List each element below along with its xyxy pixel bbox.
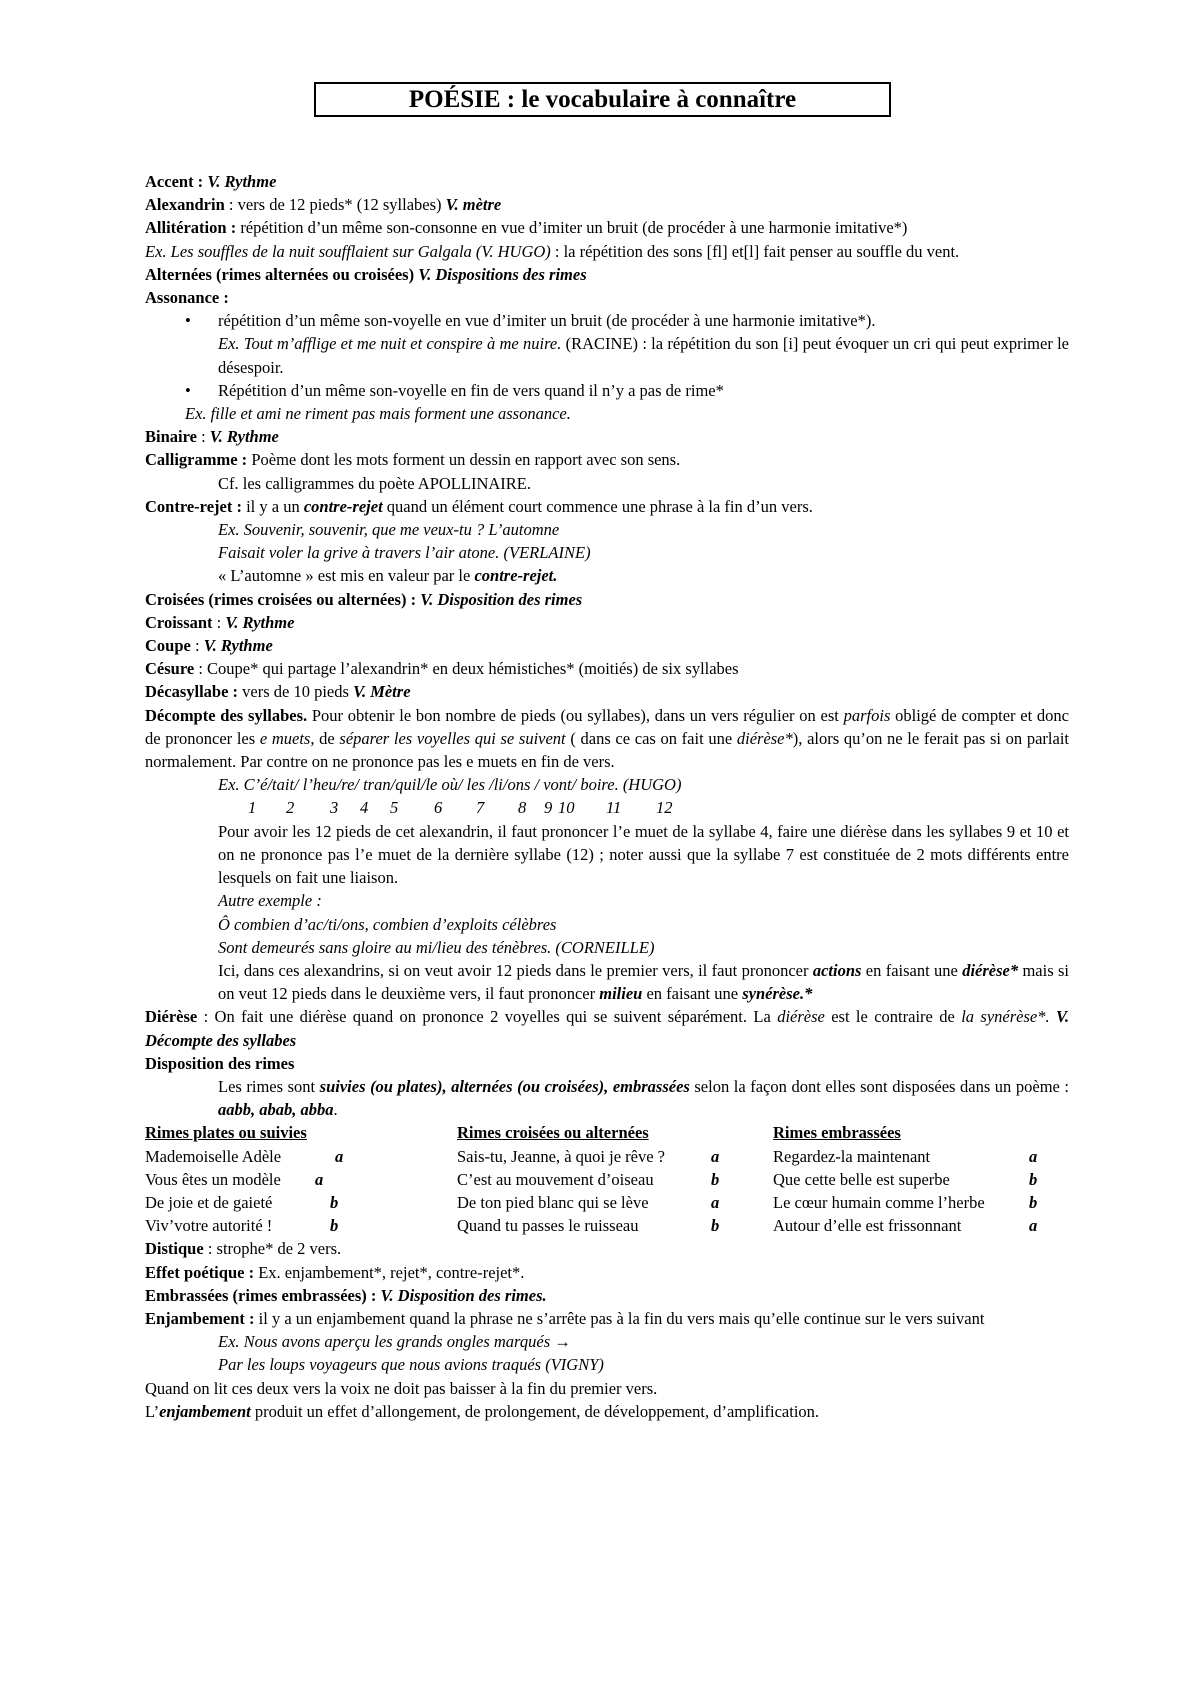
- term: Binaire: [145, 427, 197, 447]
- note-text: « L’automne » est mis en valeur par le: [218, 566, 475, 586]
- term: Alternées (rimes alternées ou croisées): [145, 264, 415, 284]
- term: Diérèse: [145, 1007, 198, 1027]
- verse-line: Que cette belle est superbe: [773, 1169, 950, 1189]
- bullet-item: [145, 379, 1069, 402]
- syllable-numbers: [145, 796, 1069, 819]
- example-alliteration: [145, 240, 1069, 263]
- syllable-number: 8: [518, 798, 527, 818]
- entry-cesure: [145, 657, 1069, 680]
- reference: V. Dispositions des rimes: [414, 264, 587, 284]
- table-row: [145, 1191, 1069, 1214]
- table-cell: [769, 1214, 1069, 1237]
- entry-alliteration: [145, 216, 1069, 239]
- reference: V. Disposition des rimes.: [376, 1285, 547, 1305]
- verse-line: C’est au mouvement d’oiseau: [457, 1169, 654, 1189]
- enjambement-note: Quand on lit ces deux vers la voix ne doit pas baisser à la fin du premier vers.: [145, 1378, 658, 1398]
- entry-assonance: [145, 286, 1069, 309]
- syllable-number: 4: [360, 798, 369, 818]
- definition: : strophe* de 2 vers.: [203, 1239, 342, 1259]
- syllable-number: 12: [656, 798, 673, 818]
- table-cell: [769, 1191, 1069, 1214]
- emphasis: suivies (ou plates), alternées (ou croisées), embrassées: [319, 1076, 690, 1096]
- rhyme-letter: a: [711, 1146, 720, 1166]
- emphasis: la synérèse*.: [961, 1007, 1050, 1027]
- example-verse: Ex. C’é/tait/ l’heu/re/ tran/quil/le où/ les /li/ons / vont/ boire. (HUGO): [218, 775, 682, 795]
- entry-decasyllabe: [145, 680, 1069, 703]
- reference: V. Décompte des syllabes: [145, 1007, 1069, 1050]
- table-cell: [145, 1145, 457, 1168]
- definition: : Coupe* qui partage l’alexandrin* en deux hémistiches* (moitiés) de six syllabes: [194, 659, 739, 679]
- rhyme-letter: b: [711, 1169, 720, 1189]
- example-explanation: (RACINE) : la répétition du son [i] peut évoquer un cri qui peut exprimer le désespoir.: [218, 334, 1070, 377]
- table-row: [145, 1168, 1069, 1191]
- example: Ex. Les souffles de la nuit soufflaient sur Galgala (V. HUGO): [145, 241, 551, 261]
- definition: : On fait une diérèse quand on prononce 2 voyelles qui se suivent séparément. La: [197, 1007, 778, 1027]
- emphasis: e muets: [259, 728, 311, 748]
- verse-line: Quand tu passes le ruisseau: [457, 1216, 639, 1236]
- glossary: [145, 170, 1069, 1423]
- decompte-commentary: [145, 959, 1069, 1005]
- reference: V. Rythme: [207, 172, 277, 191]
- verse-line: Vous êtes un modèle: [145, 1169, 281, 1189]
- table-cell: [457, 1214, 769, 1237]
- term: Décasyllabe :: [145, 682, 239, 702]
- bullet-text: répétition d’un même son-voyelle en vue d’imiter un bruit (de procéder à une harmonie imitative*).: [218, 311, 876, 331]
- example-assonance-2: Ex. fille et ami ne riment pas mais forment une assonance.: [185, 404, 571, 424]
- bullet-icon: •: [185, 311, 191, 331]
- rhyme-letter: b: [1029, 1169, 1038, 1189]
- term-emphasis: enjambement: [159, 1401, 251, 1421]
- term: Distique: [145, 1239, 204, 1259]
- column-header: Rimes embrassées: [773, 1123, 901, 1143]
- table-cell: [457, 1145, 769, 1168]
- example-verse: Sont demeurés sans gloire au mi/lieu des ténèbres. (CORNEILLE): [218, 937, 655, 957]
- cf-calligramme: Cf. les calligrammes du poète APOLLINAIRE.: [218, 473, 531, 493]
- reference: V. Rythme: [225, 612, 295, 632]
- emphasis: synérèse.*: [742, 984, 813, 1004]
- emphasis: milieu: [599, 984, 643, 1004]
- syllable-number: 7: [476, 798, 485, 818]
- rhyme-letter: b: [330, 1216, 339, 1236]
- table-cell: [769, 1145, 1069, 1168]
- entry-croissant: [145, 611, 1069, 634]
- example-verse: Faisait voler la grive à travers l’air atone. (VERLAINE): [218, 543, 591, 563]
- entry-contre-rejet: [145, 495, 1069, 518]
- term: Embrassées (rimes embrassées) :: [145, 1285, 377, 1305]
- enjambement-effect: [145, 1400, 1069, 1423]
- table-cell: [145, 1214, 457, 1237]
- term: Effet poétique :: [145, 1262, 255, 1282]
- rimes-table: [145, 1121, 1069, 1237]
- definition: , de: [310, 728, 340, 748]
- term: Césure: [145, 659, 195, 679]
- example-verse: Par les loups voyageurs que nous avions traqués (VIGNY): [218, 1355, 604, 1375]
- entry-alternees: [145, 263, 1069, 286]
- definition: quand un élément court commence une phrase à la fin d’un vers.: [382, 496, 813, 516]
- table-header-row: [145, 1121, 1069, 1144]
- syllable-number: 1: [248, 798, 257, 818]
- entry-binaire: [145, 425, 1069, 448]
- table-cell: [457, 1168, 769, 1191]
- verse-line: De ton pied blanc qui se lève: [457, 1192, 649, 1212]
- emphasis: séparer les voyelles qui se suivent: [339, 728, 566, 748]
- verse-line: Sais-tu, Jeanne, à quoi je rêve ?: [457, 1146, 666, 1166]
- commentary-text: en faisant une: [861, 960, 963, 980]
- syllable-number: 2: [286, 798, 295, 818]
- example-verse: Ex. Nous avons aperçu les grands ongles marqués →: [218, 1332, 571, 1352]
- definition: .: [333, 1100, 338, 1120]
- verse-line: Autour d’elle est frissonnant: [773, 1216, 962, 1236]
- syllable-number: 11: [606, 798, 622, 818]
- rhyme-letter: a: [1029, 1146, 1038, 1166]
- definition: est le contraire de: [824, 1007, 962, 1027]
- term-emphasis: contre-rejet: [303, 496, 383, 516]
- term: Alexandrin: [145, 195, 225, 215]
- verse-line: De joie et de gaieté: [145, 1192, 273, 1212]
- emphasis: actions: [812, 960, 862, 980]
- commentary-text: en faisant une: [642, 984, 743, 1004]
- table-row: [145, 1145, 1069, 1168]
- bullet-text: Répétition d’un même son-voyelle en fin de vers quand il n’y a pas de rime*: [218, 380, 724, 400]
- rhyme-letter: a: [335, 1146, 344, 1166]
- entry-coupe: [145, 634, 1069, 657]
- autre-exemple: Autre exemple :: [218, 891, 322, 911]
- table-cell: [145, 1168, 457, 1191]
- entry-alexandrin: [145, 193, 1069, 216]
- definition: il y a un enjambement quand la phrase ne s’arrête pas à la fin du vers mais qu’elle continue sur le vers suivant: [254, 1308, 985, 1328]
- syllable-number: 9: [544, 798, 553, 818]
- definition: ( dans ce cas on fait une: [565, 728, 737, 748]
- definition: Les rimes sont: [218, 1076, 320, 1096]
- emphasis: diérèse*: [736, 728, 793, 748]
- syllable-number: 6: [434, 798, 443, 818]
- rhyme-letter: a: [711, 1192, 720, 1212]
- reference: V. Mètre: [353, 682, 411, 702]
- definition: selon la façon dont elles sont disposées dans un poème :: [689, 1076, 1069, 1096]
- table-cell: [145, 1191, 457, 1214]
- verse-line: Le cœur humain comme l’herbe: [773, 1192, 985, 1212]
- term: Croisées (rimes croisées ou alternées) :: [145, 589, 417, 609]
- reference: V. Disposition des rimes: [416, 589, 583, 609]
- commentary-text: mais si on veut 12 pieds dans le deuxième vers, il faut prononcer: [218, 960, 1069, 1004]
- note-text: L’: [145, 1401, 160, 1421]
- separator: :: [196, 427, 210, 447]
- emphasis: diérèse*: [962, 960, 1019, 980]
- verse-line: Regardez-la maintenant: [773, 1146, 931, 1166]
- term: Enjambement :: [145, 1308, 255, 1328]
- definition: il y a un: [241, 496, 304, 516]
- entry-calligramme: [145, 448, 1069, 471]
- entry-effet: [145, 1261, 1069, 1284]
- definition: obligé de compter et donc de prononcer les: [145, 705, 1069, 748]
- definition: Ex. enjambement*, rejet*, contre-rejet*.: [254, 1262, 525, 1282]
- syllable-number: 5: [390, 798, 399, 818]
- term: Allitération :: [145, 218, 237, 238]
- example: Ex. Tout m’afflige et me nuit et conspire à me nuire.: [218, 334, 562, 354]
- table-cell: [457, 1191, 769, 1214]
- entry-enjambement: [145, 1307, 1069, 1330]
- separator: :: [190, 636, 204, 656]
- rhyme-letter: b: [330, 1192, 339, 1212]
- commentary-text: Ici, dans ces alexandrins, si on veut avoir 12 pieds dans le premier vers, il faut prononcer: [218, 960, 813, 980]
- column-header: Rimes plates ou suivies: [145, 1123, 307, 1143]
- verse-line: Viv’votre autorité !: [145, 1216, 273, 1236]
- entry-embrassees: [145, 1284, 1069, 1307]
- note-contre-rejet: [145, 564, 1069, 587]
- rhyme-letter: a: [1029, 1216, 1038, 1236]
- example-verse: Ex. Souvenir, souvenir, que me veux-tu ? L’automne: [218, 520, 560, 540]
- decompte-explanation: Pour avoir les 12 pieds de cet alexandrin, il faut prononcer l’e muet de la syllabe 4, faire une diérèse dans les syllabes 9 et 10 et on ne prononce pas l’e muet de la dernière syllabe (12) ; noter aussi que la syllabe 7 est constituée de 2 mots différents entre lesquels on fait une liaison.: [218, 821, 1069, 888]
- reference: V. Rythme: [209, 427, 279, 447]
- definition: vers de 10 pieds: [238, 682, 354, 702]
- example-explanation: : la répétition des sons [fl] et[l] fait penser au souffle du vent.: [550, 241, 960, 261]
- entry-croisees: [145, 588, 1069, 611]
- definition: Pour obtenir le bon nombre de pieds (ou syllabes), dans un vers régulier on est: [307, 705, 844, 725]
- page-title: POÉSIE : le vocabulaire à connaître: [314, 82, 891, 117]
- term-emphasis: contre-rejet.: [474, 566, 558, 586]
- table-row: [145, 1214, 1069, 1237]
- syllable-number: 3: [330, 798, 339, 818]
- entry-accent: [145, 170, 1069, 193]
- entry-disposition: Disposition des rimes: [145, 1053, 295, 1073]
- definition: Poème dont les mots forment un dessin en rapport avec son sens.: [247, 450, 681, 470]
- syllable-number: 10: [558, 798, 575, 818]
- example-assonance-1: [145, 332, 1069, 378]
- rimes-table-body: [145, 1145, 1069, 1238]
- example-verse: Ô combien d’ac/ti/ons, combien d’exploits célèbres: [218, 914, 557, 934]
- bullet-icon: •: [185, 380, 191, 400]
- rhyme-letter: b: [711, 1216, 720, 1236]
- definition: répétition d’un même son-consonne en vue d’imiter un bruit (de procéder à une harmonie imitative*): [236, 218, 908, 238]
- definition: ), alors qu’on ne le ferait pas si on parlait normalement. Par contre on ne prononce pas les e muets en fin de vers.: [145, 728, 1070, 772]
- verse-line: Mademoiselle Adèle: [145, 1146, 282, 1166]
- definition: : vers de 12 pieds* (12 syllabes): [224, 195, 446, 215]
- emphasis: aabb, abab, abba: [218, 1100, 334, 1120]
- reference: V. Rythme: [203, 636, 273, 656]
- table-cell: [769, 1168, 1069, 1191]
- term: Assonance :: [145, 288, 229, 308]
- disposition-text: [145, 1075, 1069, 1121]
- term: Décompte des syllabes.: [145, 705, 308, 725]
- term: Coupe: [145, 636, 191, 656]
- column-header: Rimes croisées ou alternées: [457, 1123, 649, 1143]
- term: Accent :: [145, 172, 204, 191]
- entry-dierese: [145, 1005, 1069, 1051]
- rhyme-letter: b: [1029, 1192, 1038, 1212]
- term: Calligramme :: [145, 450, 248, 470]
- term: Contre-rejet :: [145, 496, 242, 516]
- emphasis: parfois: [843, 705, 891, 725]
- entry-distique: [145, 1237, 1069, 1260]
- reference: V. mètre: [445, 195, 502, 215]
- rhyme-letter: a: [315, 1169, 324, 1189]
- term: Croissant: [145, 612, 213, 632]
- emphasis: diérèse: [777, 1007, 825, 1027]
- note-text: produit un effet d’allongement, de prolongement, de développement, d’amplification.: [250, 1401, 820, 1421]
- entry-decompte: [145, 704, 1069, 774]
- bullet-item: [145, 309, 1069, 332]
- separator: :: [212, 612, 226, 632]
